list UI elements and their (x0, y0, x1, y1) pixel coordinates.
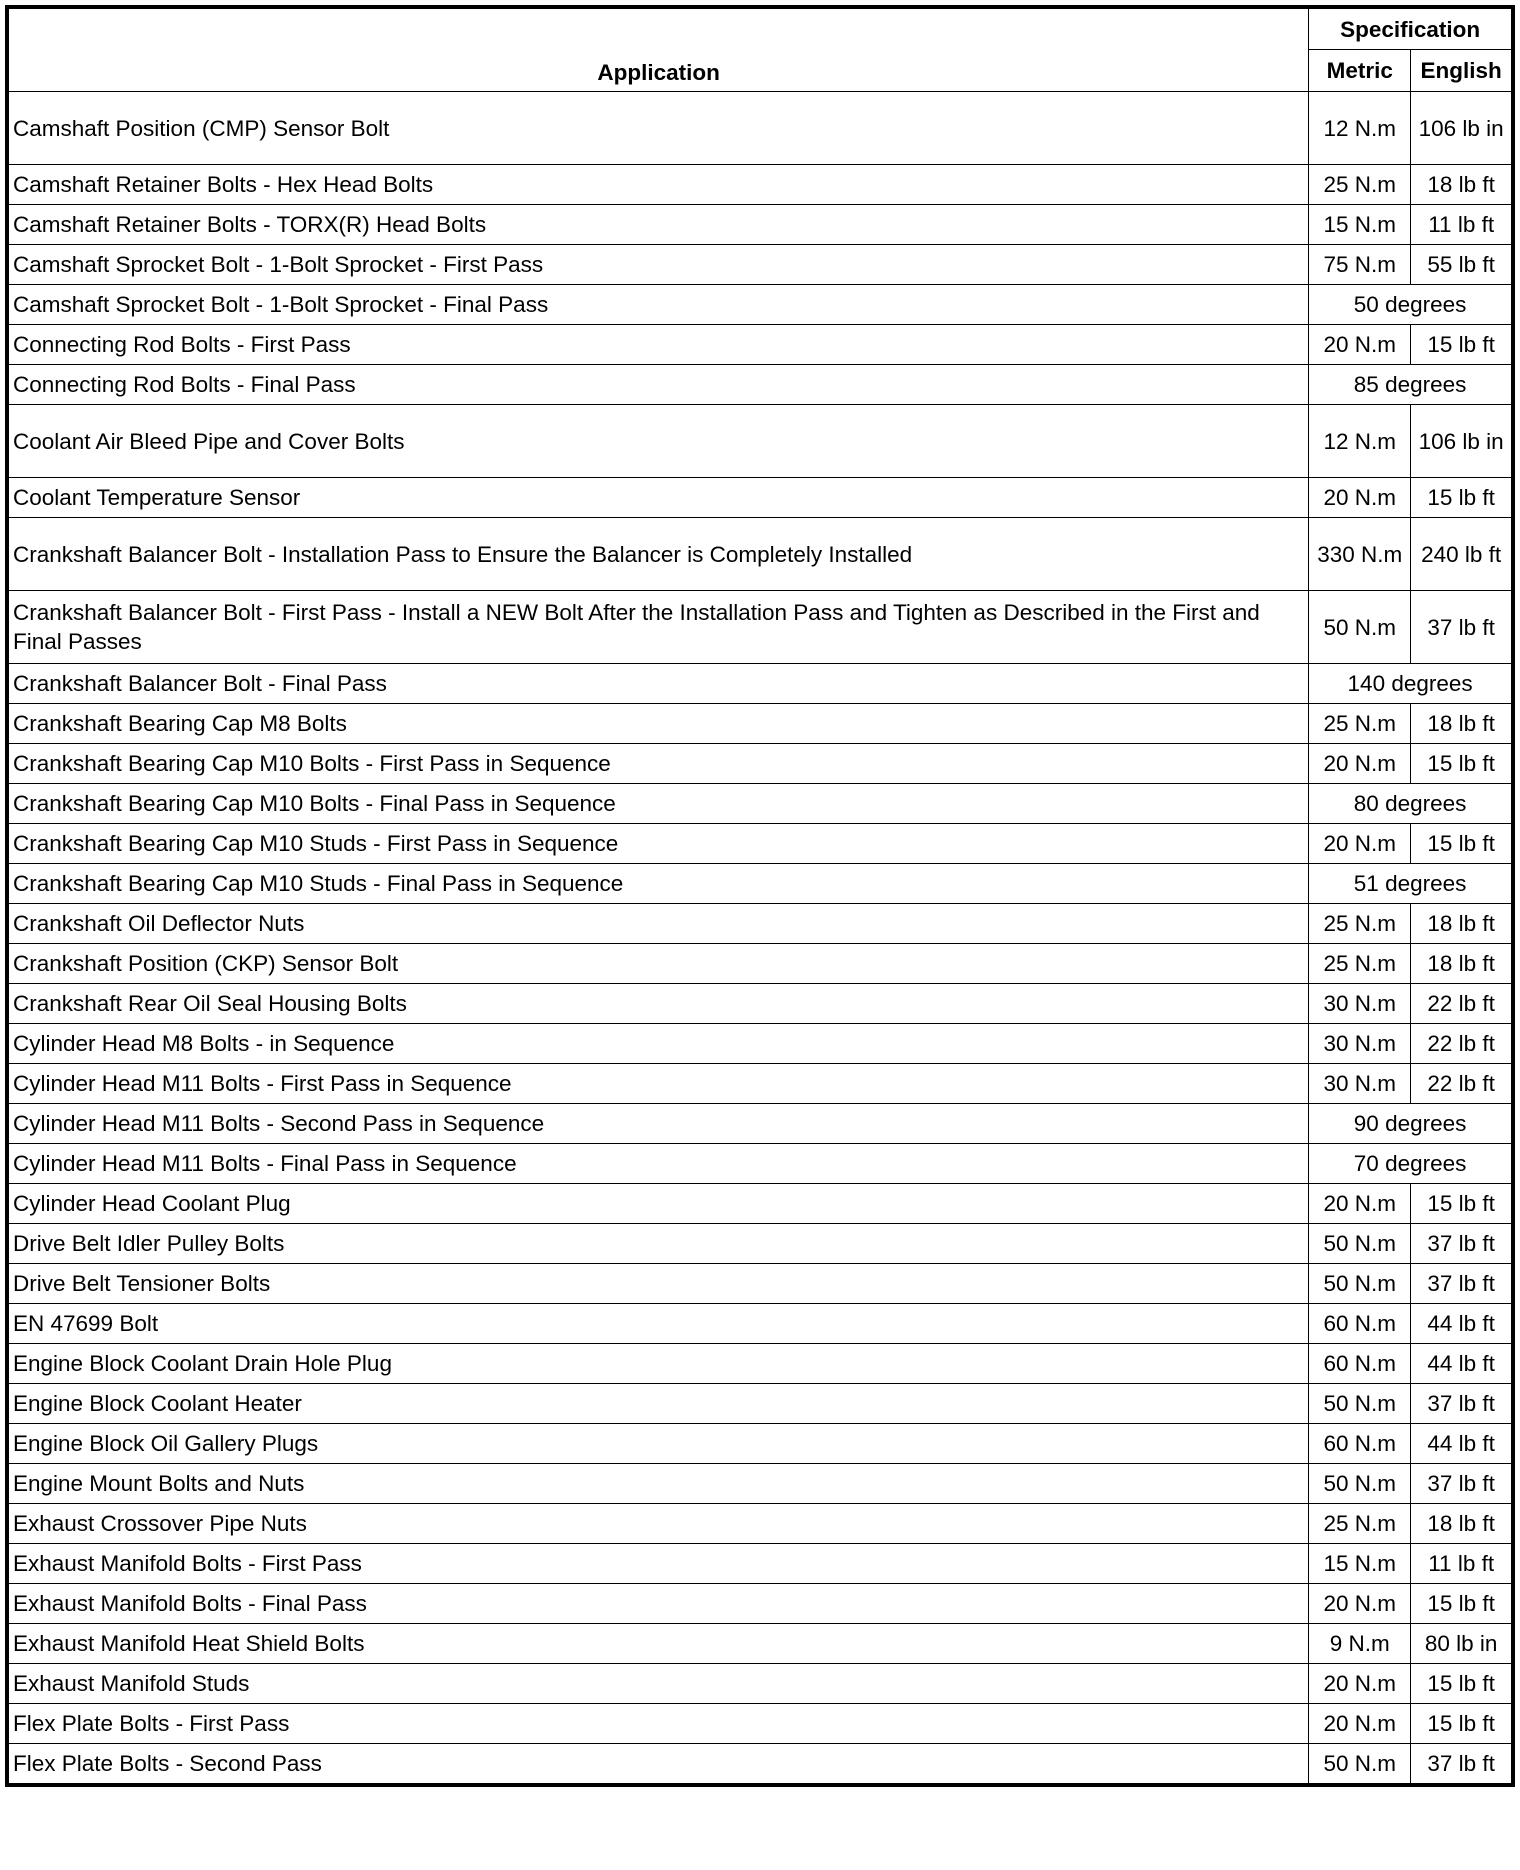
application-cell: Camshaft Position (CMP) Sensor Bolt (7, 92, 1309, 165)
english-cell: 11 lb ft (1411, 205, 1513, 245)
metric-cell: 20 N.m (1309, 325, 1411, 365)
table-row (7, 1184, 1513, 1224)
english-cell: 22 lb ft (1411, 1064, 1513, 1104)
metric-cell: 50 N.m (1309, 1744, 1411, 1786)
application-cell: Crankshaft Bearing Cap M8 Bolts (7, 704, 1309, 744)
application-cell: Cylinder Head M11 Bolts - First Pass in Sequence (7, 1064, 1309, 1104)
application-cell: Crankshaft Bearing Cap M10 Bolts - First Pass in Sequence (7, 744, 1309, 784)
application-cell: Crankshaft Position (CKP) Sensor Bolt (7, 944, 1309, 984)
application-cell: Crankshaft Bearing Cap M10 Studs - Final Pass in Sequence (7, 864, 1309, 904)
metric-cell: 75 N.m (1309, 245, 1411, 285)
metric-cell: 20 N.m (1309, 1704, 1411, 1744)
angle-spec-cell: 50 degrees (1309, 285, 1513, 325)
metric-cell: 25 N.m (1309, 1504, 1411, 1544)
table-row (7, 285, 1513, 325)
application-cell: Exhaust Manifold Bolts - Final Pass (7, 1584, 1309, 1624)
application-cell: Cylinder Head M11 Bolts - Final Pass in Sequence (7, 1144, 1309, 1184)
table-row (7, 1344, 1513, 1384)
table-row (7, 1024, 1513, 1064)
application-cell: Crankshaft Balancer Bolt - First Pass - Install a NEW Bolt After the Installation Pass and Tighten as Described in the First and Final Passes (7, 591, 1309, 664)
table-row (7, 405, 1513, 478)
english-cell: 15 lb ft (1411, 1704, 1513, 1744)
english-cell: 15 lb ft (1411, 744, 1513, 784)
metric-cell: 330 N.m (1309, 518, 1411, 591)
torque-spec-table (5, 5, 1515, 1787)
english-cell: 106 lb in (1411, 92, 1513, 165)
application-cell: Connecting Rod Bolts - Final Pass (7, 365, 1309, 405)
english-cell: 22 lb ft (1411, 1024, 1513, 1064)
metric-cell: 12 N.m (1309, 92, 1411, 165)
angle-spec-cell: 80 degrees (1309, 784, 1513, 824)
table-row (7, 1584, 1513, 1624)
application-cell: Cylinder Head Coolant Plug (7, 1184, 1309, 1224)
metric-cell: 20 N.m (1309, 1184, 1411, 1224)
metric-cell: 60 N.m (1309, 1304, 1411, 1344)
table-row (7, 518, 1513, 591)
application-cell: Crankshaft Bearing Cap M10 Studs - First Pass in Sequence (7, 824, 1309, 864)
english-cell: 22 lb ft (1411, 984, 1513, 1024)
english-cell: 44 lb ft (1411, 1304, 1513, 1344)
application-cell: Crankshaft Balancer Bolt - Installation Pass to Ensure the Balancer is Completely Installed (7, 518, 1309, 591)
metric-cell: 20 N.m (1309, 1584, 1411, 1624)
table-row (7, 205, 1513, 245)
application-cell: Exhaust Manifold Heat Shield Bolts (7, 1624, 1309, 1664)
angle-spec-cell: 90 degrees (1309, 1104, 1513, 1144)
application-cell: Coolant Temperature Sensor (7, 478, 1309, 518)
metric-cell: 12 N.m (1309, 405, 1411, 478)
application-cell: Connecting Rod Bolts - First Pass (7, 325, 1309, 365)
english-cell: 15 lb ft (1411, 478, 1513, 518)
table-row (7, 245, 1513, 285)
english-cell: 44 lb ft (1411, 1344, 1513, 1384)
table-row (7, 984, 1513, 1024)
table-row (7, 824, 1513, 864)
table-row (7, 744, 1513, 784)
application-cell: Crankshaft Balancer Bolt - Final Pass (7, 664, 1309, 704)
table-row (7, 1624, 1513, 1664)
metric-cell: 20 N.m (1309, 1664, 1411, 1704)
angle-spec-cell: 85 degrees (1309, 365, 1513, 405)
metric-cell: 20 N.m (1309, 478, 1411, 518)
table-row (7, 1104, 1513, 1144)
metric-cell: 50 N.m (1309, 591, 1411, 664)
metric-cell: 15 N.m (1309, 1544, 1411, 1584)
header-row (7, 7, 1513, 50)
application-cell: Crankshaft Bearing Cap M10 Bolts - Final Pass in Sequence (7, 784, 1309, 824)
english-cell: 44 lb ft (1411, 1424, 1513, 1464)
table-row (7, 1704, 1513, 1744)
metric-cell: 60 N.m (1309, 1424, 1411, 1464)
table-row (7, 944, 1513, 984)
angle-spec-cell: 70 degrees (1309, 1144, 1513, 1184)
table-row (7, 1064, 1513, 1104)
application-cell: Engine Mount Bolts and Nuts (7, 1464, 1309, 1504)
metric-cell: 60 N.m (1309, 1344, 1411, 1384)
application-cell: Cylinder Head M8 Bolts - in Sequence (7, 1024, 1309, 1064)
table-row (7, 1264, 1513, 1304)
table-row (7, 704, 1513, 744)
metric-cell: 15 N.m (1309, 205, 1411, 245)
table-row (7, 1384, 1513, 1424)
table-row (7, 1504, 1513, 1544)
english-cell: 15 lb ft (1411, 1584, 1513, 1624)
metric-cell: 25 N.m (1309, 704, 1411, 744)
table-row (7, 1744, 1513, 1786)
metric-cell: 25 N.m (1309, 904, 1411, 944)
english-cell: 18 lb ft (1411, 944, 1513, 984)
table-row (7, 1424, 1513, 1464)
english-cell: 80 lb in (1411, 1624, 1513, 1664)
metric-cell: 25 N.m (1309, 944, 1411, 984)
english-cell: 55 lb ft (1411, 245, 1513, 285)
application-cell: Exhaust Crossover Pipe Nuts (7, 1504, 1309, 1544)
english-cell: 37 lb ft (1411, 1264, 1513, 1304)
english-cell: 37 lb ft (1411, 591, 1513, 664)
table-row (7, 904, 1513, 944)
metric-cell: 50 N.m (1309, 1384, 1411, 1424)
application-cell: Flex Plate Bolts - Second Pass (7, 1744, 1309, 1786)
angle-spec-cell: 140 degrees (1309, 664, 1513, 704)
application-cell: Camshaft Sprocket Bolt - 1-Bolt Sprocket - First Pass (7, 245, 1309, 285)
application-cell: Crankshaft Oil Deflector Nuts (7, 904, 1309, 944)
english-cell: 37 lb ft (1411, 1464, 1513, 1504)
english-header: English (1411, 50, 1513, 92)
metric-cell: 50 N.m (1309, 1464, 1411, 1504)
english-cell: 18 lb ft (1411, 704, 1513, 744)
table-row (7, 784, 1513, 824)
english-cell: 15 lb ft (1411, 1184, 1513, 1224)
metric-cell: 30 N.m (1309, 1024, 1411, 1064)
table-row (7, 478, 1513, 518)
english-cell: 11 lb ft (1411, 1544, 1513, 1584)
table-row (7, 864, 1513, 904)
english-cell: 15 lb ft (1411, 824, 1513, 864)
application-cell: Camshaft Retainer Bolts - TORX(R) Head Bolts (7, 205, 1309, 245)
english-cell: 106 lb in (1411, 405, 1513, 478)
table-row (7, 1304, 1513, 1344)
metric-header: Metric (1309, 50, 1411, 92)
english-cell: 18 lb ft (1411, 904, 1513, 944)
specification-header: Specification (1309, 7, 1513, 50)
table-row (7, 92, 1513, 165)
table-body (7, 92, 1513, 1786)
english-cell: 37 lb ft (1411, 1744, 1513, 1786)
english-cell: 37 lb ft (1411, 1224, 1513, 1264)
angle-spec-cell: 51 degrees (1309, 864, 1513, 904)
table-row (7, 1224, 1513, 1264)
metric-cell: 25 N.m (1309, 165, 1411, 205)
table-row (7, 165, 1513, 205)
english-cell: 18 lb ft (1411, 165, 1513, 205)
english-cell: 15 lb ft (1411, 325, 1513, 365)
table-row (7, 1464, 1513, 1504)
application-cell: EN 47699 Bolt (7, 1304, 1309, 1344)
table-row (7, 1664, 1513, 1704)
english-cell: 18 lb ft (1411, 1504, 1513, 1544)
application-cell: Exhaust Manifold Studs (7, 1664, 1309, 1704)
application-cell: Engine Block Oil Gallery Plugs (7, 1424, 1309, 1464)
metric-cell: 30 N.m (1309, 984, 1411, 1024)
table-row (7, 591, 1513, 664)
application-cell: Engine Block Coolant Heater (7, 1384, 1309, 1424)
table-row (7, 325, 1513, 365)
table-row (7, 365, 1513, 405)
application-header: Application (7, 7, 1309, 92)
application-cell: Camshaft Sprocket Bolt - 1-Bolt Sprocket - Final Pass (7, 285, 1309, 325)
english-cell: 240 lb ft (1411, 518, 1513, 591)
application-cell: Coolant Air Bleed Pipe and Cover Bolts (7, 405, 1309, 478)
metric-cell: 30 N.m (1309, 1064, 1411, 1104)
application-cell: Camshaft Retainer Bolts - Hex Head Bolts (7, 165, 1309, 205)
application-cell: Flex Plate Bolts - First Pass (7, 1704, 1309, 1744)
application-cell: Exhaust Manifold Bolts - First Pass (7, 1544, 1309, 1584)
table-row (7, 664, 1513, 704)
application-cell: Engine Block Coolant Drain Hole Plug (7, 1344, 1309, 1384)
application-cell: Drive Belt Idler Pulley Bolts (7, 1224, 1309, 1264)
application-cell: Cylinder Head M11 Bolts - Second Pass in Sequence (7, 1104, 1309, 1144)
application-cell: Crankshaft Rear Oil Seal Housing Bolts (7, 984, 1309, 1024)
application-cell: Drive Belt Tensioner Bolts (7, 1264, 1309, 1304)
metric-cell: 50 N.m (1309, 1264, 1411, 1304)
english-cell: 37 lb ft (1411, 1384, 1513, 1424)
table-row (7, 1144, 1513, 1184)
metric-cell: 20 N.m (1309, 824, 1411, 864)
metric-cell: 9 N.m (1309, 1624, 1411, 1664)
table-row (7, 1544, 1513, 1584)
english-cell: 15 lb ft (1411, 1664, 1513, 1704)
metric-cell: 20 N.m (1309, 744, 1411, 784)
metric-cell: 50 N.m (1309, 1224, 1411, 1264)
